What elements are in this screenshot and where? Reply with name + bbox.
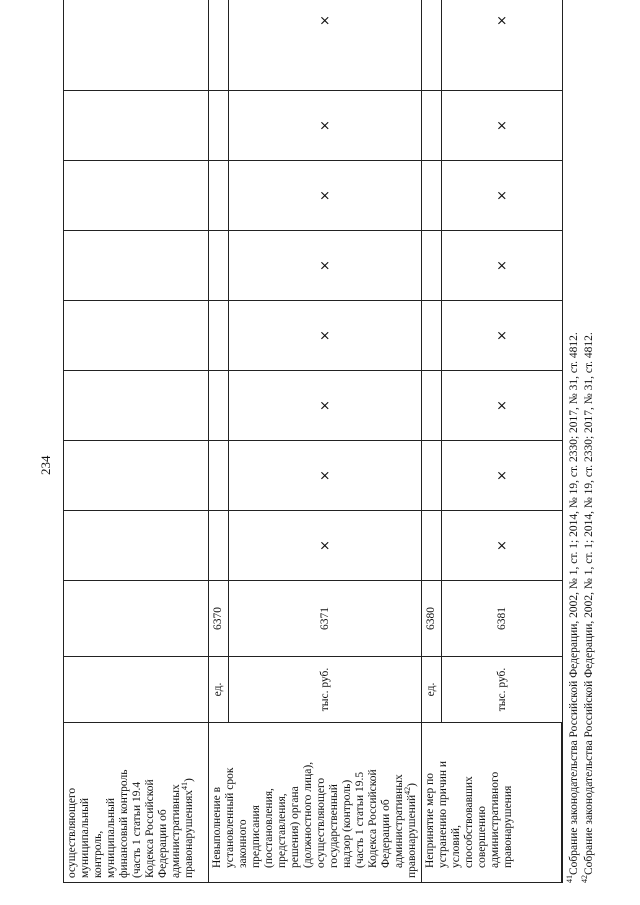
x-mark: × [442,511,563,581]
value-cell [209,371,229,441]
unit-cell: тыс. руб. [442,657,563,723]
code-cell: 6381 [442,581,563,657]
value-cell [64,511,209,581]
value-cell [64,371,209,441]
footnote-ref: 42 [403,786,413,795]
x-mark: × [442,231,563,301]
value-cell [64,91,209,161]
value-cell [422,441,442,511]
code-cell: 6380 [422,581,442,657]
code-cell: 6371 [229,581,422,657]
x-mark: × [229,0,422,91]
footnote-ref: 41 [180,781,190,790]
x-mark: × [229,511,422,581]
row-name [209,723,422,883]
row-name-suffix: ) [406,783,418,787]
x-mark: × [229,301,422,371]
value-cell [64,0,209,91]
footnote-text: Собрание законодательства Российской Федерации, 2002, № 1, ст. 1; 2014, № 19, ст. 2330; 2017, № 31, ст. 4812. [583,332,595,875]
unit-cell: ед. [209,657,229,723]
value-cell [422,231,442,301]
value-cell [64,441,209,511]
page-number: 234 [38,455,53,475]
x-mark: × [442,371,563,441]
row-name [422,723,563,883]
value-cell [209,511,229,581]
value-cell [422,161,442,231]
x-mark: × [229,371,422,441]
x-mark: × [442,441,563,511]
code-cell: 6370 [209,581,229,657]
table-row [209,0,229,883]
report-table [63,0,563,883]
footnote-mark: 41 [565,875,575,883]
value-cell [422,0,442,91]
value-cell [64,301,209,371]
footnote-rule [561,723,562,883]
x-mark: × [229,161,422,231]
footnote-text: Собрание законодательства Российской Федерации, 2002, № 1, ст. 1; 2014, № 19, ст. 2330; 2017, № 31, ст. 4812. [568,332,580,875]
unit-cell [64,657,209,723]
row-name [64,723,209,883]
code-cell [64,581,209,657]
x-mark: × [442,91,563,161]
unit-cell: ед. [422,657,442,723]
x-mark: × [229,231,422,301]
value-cell [209,231,229,301]
value-cell [422,91,442,161]
table-row [64,0,209,883]
x-mark: × [442,301,563,371]
footnote-mark: 42 [580,875,590,883]
value-cell [422,301,442,371]
row-name-last: правонарушениях [183,789,195,878]
value-cell [209,161,229,231]
row-name-lines: Невыполнение в установленный срок законного предписания (постановления, представления, решения) органа (должностного лица), осуществляющего государственный надзор (контроль) (часть 1 статьи 19.5 Кодекса Российской Федерации об административных [211,761,405,868]
value-cell [64,161,209,231]
value-cell [209,91,229,161]
row-name-last: правонарушений [406,794,418,878]
value-cell [209,301,229,371]
x-mark: × [229,441,422,511]
footnote [567,21,582,883]
row-name-lines: Непринятие мер по устранению причин и условий, способствовавших совершению административного правонарушения [424,760,514,868]
value-cell [422,511,442,581]
x-mark: × [442,0,563,91]
table-row [422,0,442,883]
x-mark: × [229,91,422,161]
value-cell [209,441,229,511]
value-cell [209,0,229,91]
footnote [582,21,597,883]
row-name-lines: осуществляющего муниципальный контроль, муниципальный финансовый контроль (часть 1 статьи 19.4 Кодекса Российской Федерации об административных [66,769,182,878]
value-cell [422,371,442,441]
row-name-suffix: ) [183,778,195,782]
x-mark: × [442,161,563,231]
footnotes [567,21,597,883]
value-cell [64,231,209,301]
unit-cell: тыс. руб. [229,657,422,723]
